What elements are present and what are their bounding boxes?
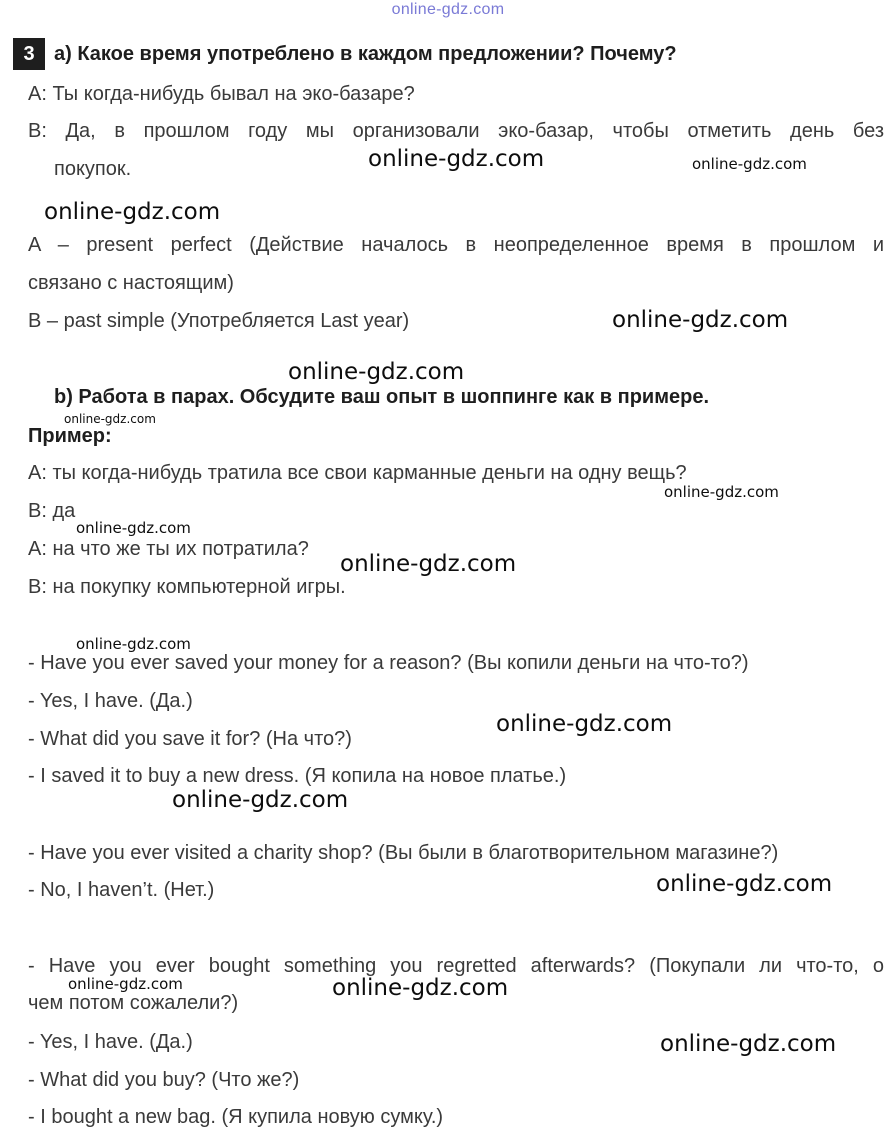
dialogue-line-a: A: Ты когда-нибудь бывал на эко-базаре?: [28, 83, 415, 105]
dialogue-1-line: - I saved it to buy a new dress. (Я копила на новое платье.): [28, 765, 567, 787]
dialogue-line-b: B: Да, в прошлом году мы организовали эко-базар, чтобы отметить день без: [28, 120, 884, 142]
watermark: online-gdz.com: [496, 711, 673, 737]
explanation-b: B – past simple (Употребляется Last year): [28, 310, 410, 332]
watermark: online-gdz.com: [44, 199, 221, 225]
dialogue-3-line: - What did you buy? (Что же?): [28, 1069, 300, 1091]
dialogue-3-line: - Have you ever bought something you regretted afterwards? (Покупали ли что-то, о: [28, 955, 884, 977]
watermark: online-gdz.com: [76, 635, 191, 653]
watermark: online-gdz.com: [172, 787, 349, 813]
dialogue-2-line: - Have you ever visited a charity shop? (Вы были в благотворительном магазине?): [28, 842, 779, 864]
watermark: online-gdz.com: [68, 975, 183, 993]
top-watermark: online-gdz.com: [391, 1, 505, 18]
watermark: online-gdz.com: [692, 155, 807, 173]
example-line: A: ты когда-нибудь тратила все свои карманные деньги на одну вещь?: [28, 462, 687, 484]
example-line: A: на что же ты их потратила?: [28, 538, 309, 560]
dialogue-2-line: - No, I haven’t. (Нет.): [28, 879, 215, 901]
dialogue-1-line: - What did you save it for? (На что?): [28, 728, 352, 750]
example-line: B: да: [28, 500, 76, 522]
watermark: online-gdz.com: [660, 1031, 837, 1057]
dialogue-3-line: - I bought a new bag. (Я купила новую сумку.): [28, 1106, 444, 1128]
watermark: online-gdz.com: [64, 412, 156, 426]
watermark: online-gdz.com: [340, 551, 517, 577]
watermark: online-gdz.com: [76, 519, 191, 537]
dialogue-3-line: - Yes, I have. (Да.): [28, 1031, 193, 1053]
dialogue-3-line: чем потом сожалели?): [28, 992, 239, 1014]
dialogue-1-line: - Have you ever saved your money for a reason? (Вы копили деньги на что-то?): [28, 652, 749, 674]
watermark: online-gdz.com: [656, 871, 833, 897]
explanation-a-cont: связано с настоящим): [28, 272, 234, 294]
example-line: B: на покупку компьютерной игры.: [28, 576, 346, 598]
watermark: online-gdz.com: [664, 483, 779, 501]
watermark: online-gdz.com: [368, 146, 545, 172]
watermark: online-gdz.com: [612, 307, 789, 333]
dialogue-1-line: - Yes, I have. (Да.): [28, 690, 193, 712]
part-a-heading: a) Какое время употреблено в каждом предложении? Почему?: [54, 43, 677, 65]
explanation-a: A – present perfect (Действие началось в неопределенное время в прошлом и: [28, 234, 884, 256]
watermark: online-gdz.com: [288, 359, 465, 385]
part-b-heading: b) Работа в парах. Обсудите ваш опыт в шоппинге как в примере.: [54, 386, 710, 408]
watermark: online-gdz.com: [332, 975, 509, 1001]
dialogue-line-b-cont: покупок.: [54, 158, 132, 180]
example-label: Пример:: [28, 425, 112, 447]
task-number-badge: 3: [13, 38, 45, 70]
